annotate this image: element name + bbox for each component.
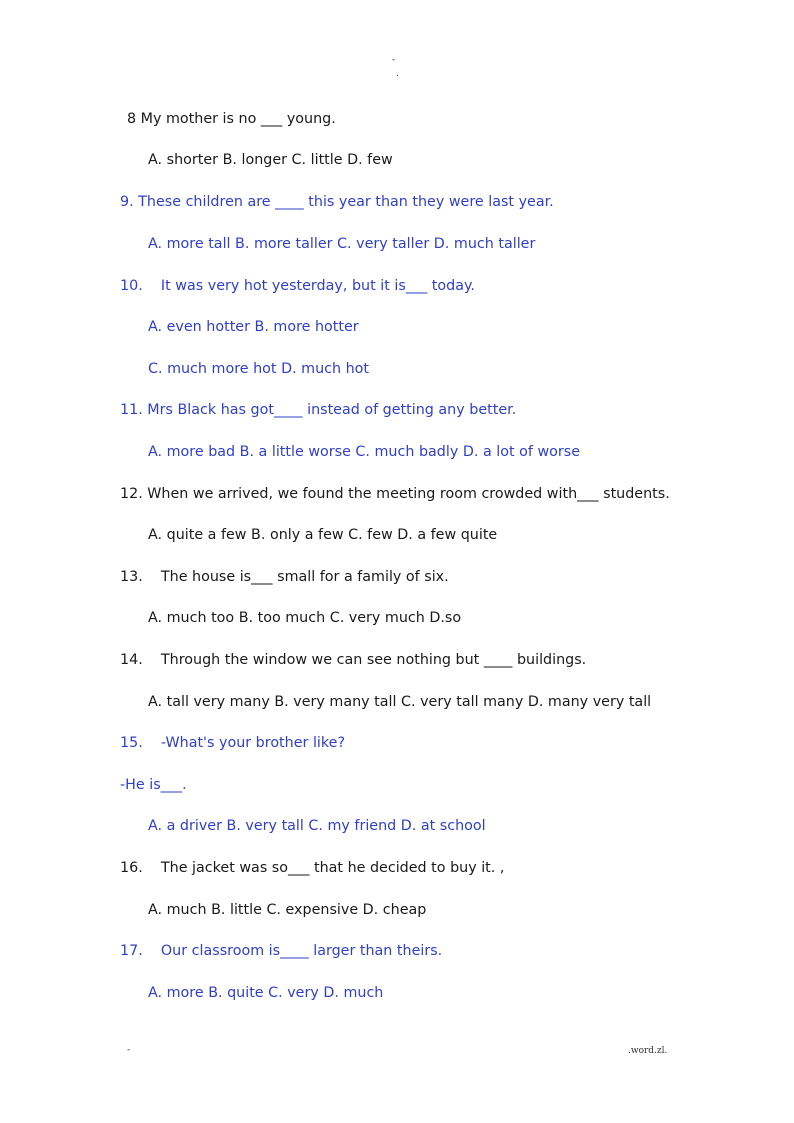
header-dot: . bbox=[396, 69, 399, 79]
question-13-options: A. much too B. too much C. very much D.so bbox=[148, 610, 462, 626]
question-10-options-ab: A. even hotter B. more hotter bbox=[148, 319, 359, 335]
question-14-options: A. tall very many B. very many tall C. very tall many D. many very tall bbox=[148, 694, 652, 710]
question-15-answer-line: -He is___. bbox=[120, 777, 187, 793]
question-9-options: A. more tall B. more taller C. very taller D. much taller bbox=[148, 236, 536, 252]
question-17-text: 17. Our classroom is____ larger than theirs. bbox=[120, 943, 443, 959]
question-13-text: 13. The house is___ small for a family of six. bbox=[120, 569, 449, 585]
question-12-text: 12. When we arrived, we found the meeting room crowded with___ students. bbox=[120, 486, 670, 502]
question-11-options: A. more bad B. a little worse C. much badly D. a lot of worse bbox=[148, 444, 581, 460]
question-15-options: A. a driver B. very tall C. my friend D. at school bbox=[148, 818, 486, 834]
question-8-options: A. shorter B. longer C. little D. few bbox=[148, 152, 393, 168]
question-17-options: A. more B. quite C. very D. much bbox=[148, 985, 384, 1001]
question-12-options: A. quite a few B. only a few C. few D. a few quite bbox=[148, 527, 498, 543]
header-mark: - bbox=[392, 55, 396, 65]
question-14-text: 14. Through the window we can see nothing but ____ buildings. bbox=[120, 652, 587, 668]
question-9-text: 9. These children are ____ this year than they were last year. bbox=[120, 194, 554, 210]
question-15-text: 15. -What's your brother like? bbox=[120, 735, 346, 751]
question-16-text: 16. The jacket was so___ that he decided to buy it. , bbox=[120, 860, 505, 876]
footer-source: .word.zl. bbox=[628, 1046, 668, 1056]
question-10-text: 10. It was very hot yesterday, but it is___ today. bbox=[120, 278, 475, 294]
question-11-text: 11. Mrs Black has got____ instead of getting any better. bbox=[120, 402, 517, 418]
question-10-options-cd: C. much more hot D. much hot bbox=[148, 361, 370, 377]
question-8-text: 8 My mother is no ___ young. bbox=[127, 111, 336, 127]
footer-mark: - bbox=[127, 1045, 131, 1055]
question-16-options: A. much B. little C. expensive D. cheap bbox=[148, 902, 427, 918]
